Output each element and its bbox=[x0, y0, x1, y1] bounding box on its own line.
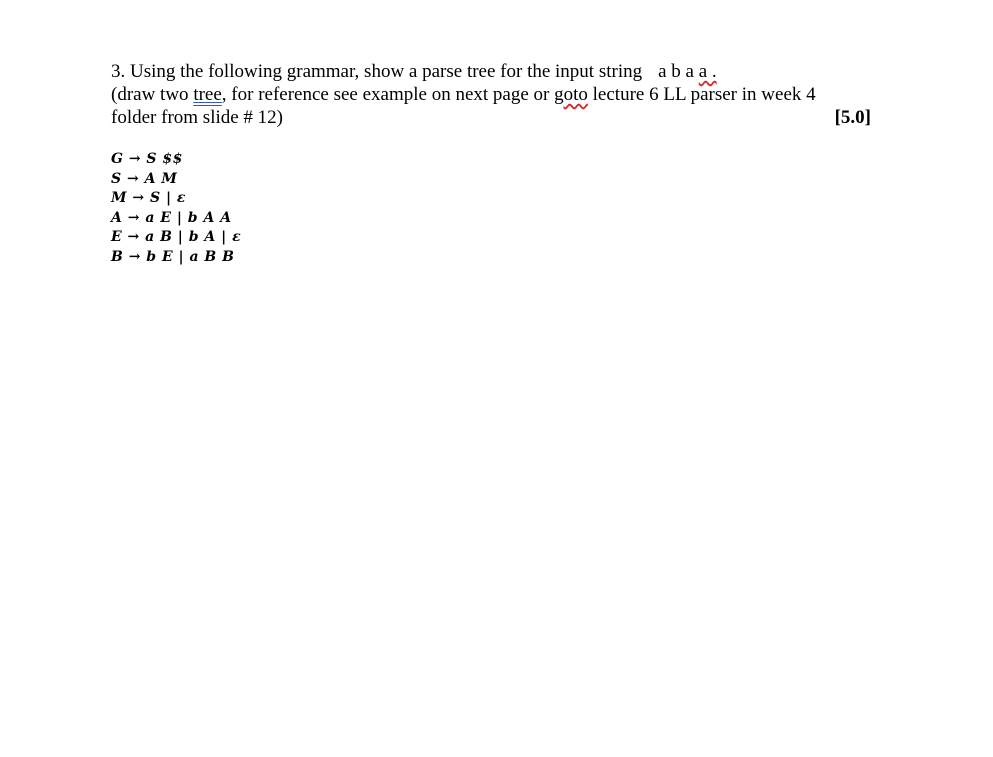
input-string: a b a a . bbox=[658, 61, 717, 82]
spelling-flag-goto: goto bbox=[554, 84, 588, 105]
question-prompt: 3. Using the following grammar, show a parse tree for the input string bbox=[111, 61, 643, 82]
grammar-rule: B → b E | a B B bbox=[111, 248, 235, 265]
marks-label: [5.0] bbox=[834, 107, 871, 128]
question-line-3: folder from slide # 12) [5.0] bbox=[111, 107, 871, 128]
grammar-flag-tree: tree bbox=[193, 84, 222, 105]
grammar-rule: A → a E | b A A bbox=[111, 209, 232, 226]
grammar-rule: E → a B | b A | ε bbox=[111, 229, 242, 245]
grammar-rule: M → S | ε bbox=[111, 190, 186, 206]
grammar-rules bbox=[111, 150, 241, 267]
spelling-flag-input: a . bbox=[698, 61, 717, 82]
grammar-rule: S → A M bbox=[111, 170, 178, 187]
grammar-rule: G → S $$ bbox=[111, 151, 183, 167]
question-line-1 bbox=[111, 60, 871, 83]
question-text bbox=[111, 60, 871, 129]
question-line-2: (draw two tree, for reference see example on next page or goto lecture 6 LL parser in week 4 bbox=[111, 84, 816, 105]
